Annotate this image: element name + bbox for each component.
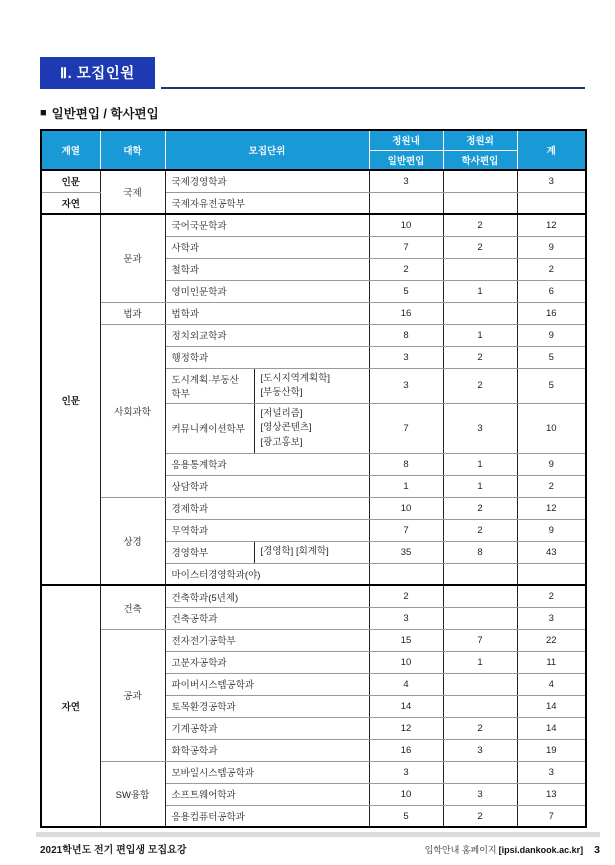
table-row: [41, 302, 586, 324]
unit-cell: 건축학과(5년제): [165, 585, 369, 607]
general-transfer-cell: 3: [369, 346, 443, 368]
total-cell: 5: [517, 346, 586, 368]
unit-cell: 건축공학과: [165, 607, 369, 629]
college-cell: 문과: [100, 214, 165, 302]
total-cell: 3: [517, 761, 586, 783]
bachelor-transfer-cell: [443, 192, 517, 214]
bachelor-transfer-cell: [443, 302, 517, 324]
general-transfer-cell: 10: [369, 497, 443, 519]
unit-cell: 철학과: [165, 258, 369, 280]
bachelor-transfer-cell: 3: [443, 739, 517, 761]
bachelor-transfer-cell: 3: [443, 783, 517, 805]
college-cell: SW융합: [100, 761, 165, 827]
total-cell: 11: [517, 651, 586, 673]
general-transfer-cell: 16: [369, 739, 443, 761]
general-transfer-cell: 8: [369, 324, 443, 346]
total-cell: 3: [517, 170, 586, 192]
category-cell: 인문: [41, 170, 100, 192]
table-body: [41, 170, 586, 827]
subsection-heading-label: 일반편입 / 학사편입: [51, 107, 159, 121]
total-cell: 9: [517, 236, 586, 258]
unit-cell: 토목환경공학과: [165, 695, 369, 717]
total-cell: 4: [517, 673, 586, 695]
footer-divider: [36, 832, 600, 837]
table-row: [41, 497, 586, 519]
bachelor-transfer-cell: 1: [443, 324, 517, 346]
header-general-transfer: 일반편입: [369, 150, 443, 170]
total-cell: 5: [517, 368, 586, 404]
page-footer: [40, 841, 600, 856]
bachelor-transfer-cell: 2: [443, 805, 517, 827]
bachelor-transfer-cell: [443, 695, 517, 717]
bachelor-transfer-cell: 2: [443, 368, 517, 404]
total-cell: 9: [517, 453, 586, 475]
unit-cell: 기계공학과: [165, 717, 369, 739]
bachelor-transfer-cell: 1: [443, 651, 517, 673]
total-cell: 10: [517, 404, 586, 454]
unit-cell: 도시계획·부동산학부: [165, 368, 254, 404]
section-title-row: [40, 57, 585, 89]
total-cell: 22: [517, 629, 586, 651]
bachelor-transfer-cell: 1: [443, 475, 517, 497]
table-row: [41, 324, 586, 346]
college-cell: 상경: [100, 497, 165, 585]
unit-cell: 화학공학과: [165, 739, 369, 761]
general-transfer-cell: 3: [369, 170, 443, 192]
general-transfer-cell: [369, 192, 443, 214]
total-cell: 12: [517, 214, 586, 236]
college-cell: 공과: [100, 629, 165, 761]
general-transfer-cell: 10: [369, 651, 443, 673]
general-transfer-cell: 4: [369, 673, 443, 695]
subunit-line: [부동산학]: [260, 386, 303, 398]
general-transfer-cell: 3: [369, 607, 443, 629]
bachelor-transfer-cell: [443, 258, 517, 280]
total-cell: 9: [517, 324, 586, 346]
unit-cell: 무역학과: [165, 519, 369, 541]
bachelor-transfer-cell: [443, 761, 517, 783]
total-cell: 2: [517, 475, 586, 497]
general-transfer-cell: 2: [369, 258, 443, 280]
total-cell: 16: [517, 302, 586, 324]
total-cell: 19: [517, 739, 586, 761]
header-in-quota: 정원내: [369, 130, 443, 150]
subunit-line: [경영학] [회계학]: [260, 546, 329, 558]
total-cell: 2: [517, 258, 586, 280]
subunit-line: [저널리즘]: [260, 408, 303, 419]
subunit-line: [도시지역계획학]: [260, 372, 331, 384]
table-row: [41, 170, 586, 192]
unit-cell: 전자전기공학부: [165, 629, 369, 651]
total-cell: 6: [517, 280, 586, 302]
unit-cell: 정치외교학과: [165, 324, 369, 346]
subsection-heading: [40, 104, 585, 122]
college-cell: 국제: [100, 170, 165, 214]
unit-cell: 고분자공학과: [165, 651, 369, 673]
general-transfer-cell: 7: [369, 404, 443, 454]
category-cell: 인문: [41, 214, 100, 585]
general-transfer-cell: 35: [369, 541, 443, 563]
total-cell: 14: [517, 717, 586, 739]
bachelor-transfer-cell: [443, 673, 517, 695]
total-cell: 2: [517, 585, 586, 607]
unit-cell: 응용컴퓨터공학과: [165, 805, 369, 827]
unit-subunits-cell: [254, 404, 369, 454]
college-cell: 법과: [100, 302, 165, 324]
unit-cell: 영미인문학과: [165, 280, 369, 302]
unit-subunits-cell: [254, 541, 369, 563]
total-cell: 13: [517, 783, 586, 805]
bachelor-transfer-cell: [443, 607, 517, 629]
bachelor-transfer-cell: 2: [443, 497, 517, 519]
bachelor-transfer-cell: [443, 585, 517, 607]
unit-cell: 법학과: [165, 302, 369, 324]
footer-document-title: 2021학년도 전기 편입생 모집요강: [40, 845, 187, 856]
general-transfer-cell: 10: [369, 783, 443, 805]
unit-cell: 경영학부: [165, 541, 254, 563]
subunit-line: [영상콘텐츠]: [260, 422, 312, 434]
header-out-quota: 정원외: [443, 130, 517, 150]
bachelor-transfer-cell: 2: [443, 519, 517, 541]
bachelor-transfer-cell: 7: [443, 629, 517, 651]
bachelor-transfer-cell: 8: [443, 541, 517, 563]
general-transfer-cell: [369, 563, 443, 585]
general-transfer-cell: 3: [369, 761, 443, 783]
page-title: Ⅱ. 모집인원: [40, 57, 155, 89]
footer-site-info: [425, 843, 600, 856]
footer-site-label: 입학안내 홈페이지: [424, 845, 497, 855]
general-transfer-cell: 5: [369, 280, 443, 302]
bachelor-transfer-cell: 1: [443, 453, 517, 475]
header-unit: 모집단위: [165, 130, 369, 170]
table-row: [41, 629, 586, 651]
general-transfer-cell: 7: [369, 236, 443, 258]
bachelor-transfer-cell: 2: [443, 346, 517, 368]
general-transfer-cell: 3: [369, 368, 443, 404]
total-cell: 43: [517, 541, 586, 563]
total-cell: [517, 192, 586, 214]
bachelor-transfer-cell: [443, 170, 517, 192]
unit-cell: 경제학과: [165, 497, 369, 519]
subunit-line: [광고홍보]: [260, 436, 303, 448]
general-transfer-cell: 7: [369, 519, 443, 541]
table-row: [41, 214, 586, 236]
unit-cell: 국제자유전공학부: [165, 192, 369, 214]
unit-cell: 상담학과: [165, 475, 369, 497]
college-cell: 사회과학: [100, 324, 165, 497]
bachelor-transfer-cell: 2: [443, 236, 517, 258]
bachelor-transfer-cell: 1: [443, 280, 517, 302]
unit-cell: 국어국문학과: [165, 214, 369, 236]
bachelor-transfer-cell: [443, 563, 517, 585]
unit-subunits-cell: [254, 368, 369, 404]
general-transfer-cell: 15: [369, 629, 443, 651]
table-row: [41, 761, 586, 783]
page-number: 3: [594, 844, 600, 856]
general-transfer-cell: 1: [369, 475, 443, 497]
admission-quota-table: [40, 129, 587, 828]
unit-cell: 응용통계학과: [165, 453, 369, 475]
unit-cell: 사학과: [165, 236, 369, 258]
unit-cell: 파이버시스템공학과: [165, 673, 369, 695]
general-transfer-cell: 5: [369, 805, 443, 827]
table-header: [41, 130, 586, 170]
general-transfer-cell: 16: [369, 302, 443, 324]
bachelor-transfer-cell: 2: [443, 717, 517, 739]
unit-cell: 모바일시스템공학과: [165, 761, 369, 783]
total-cell: 7: [517, 805, 586, 827]
bachelor-transfer-cell: 3: [443, 404, 517, 454]
general-transfer-cell: 12: [369, 717, 443, 739]
table-row: [41, 585, 586, 607]
general-transfer-cell: 2: [369, 585, 443, 607]
footer-site-url: [ipsi.dankook.ac.kr]: [498, 845, 584, 855]
total-cell: 9: [517, 519, 586, 541]
header-total: 계: [517, 130, 586, 170]
general-transfer-cell: 14: [369, 695, 443, 717]
header-bachelor-transfer: 학사편입: [443, 150, 517, 170]
header-college: 대학: [100, 130, 165, 170]
bachelor-transfer-cell: 2: [443, 214, 517, 236]
category-cell: 자연: [41, 585, 100, 827]
unit-cell: 행정학과: [165, 346, 369, 368]
category-cell: 자연: [41, 192, 100, 214]
general-transfer-cell: 8: [369, 453, 443, 475]
square-bullet-icon: ■: [40, 107, 47, 119]
general-transfer-cell: 10: [369, 214, 443, 236]
total-cell: 14: [517, 695, 586, 717]
unit-cell: 커뮤니케이션학부: [165, 404, 254, 454]
total-cell: 12: [517, 497, 586, 519]
header-category: 계열: [41, 130, 100, 170]
unit-cell: 소프트웨어학과: [165, 783, 369, 805]
total-cell: [517, 563, 586, 585]
unit-cell: 마이스터경영학과(야): [165, 563, 369, 585]
college-cell: 건축: [100, 585, 165, 629]
unit-cell: 국제경영학과: [165, 170, 369, 192]
title-underline: [161, 87, 585, 89]
total-cell: 3: [517, 607, 586, 629]
